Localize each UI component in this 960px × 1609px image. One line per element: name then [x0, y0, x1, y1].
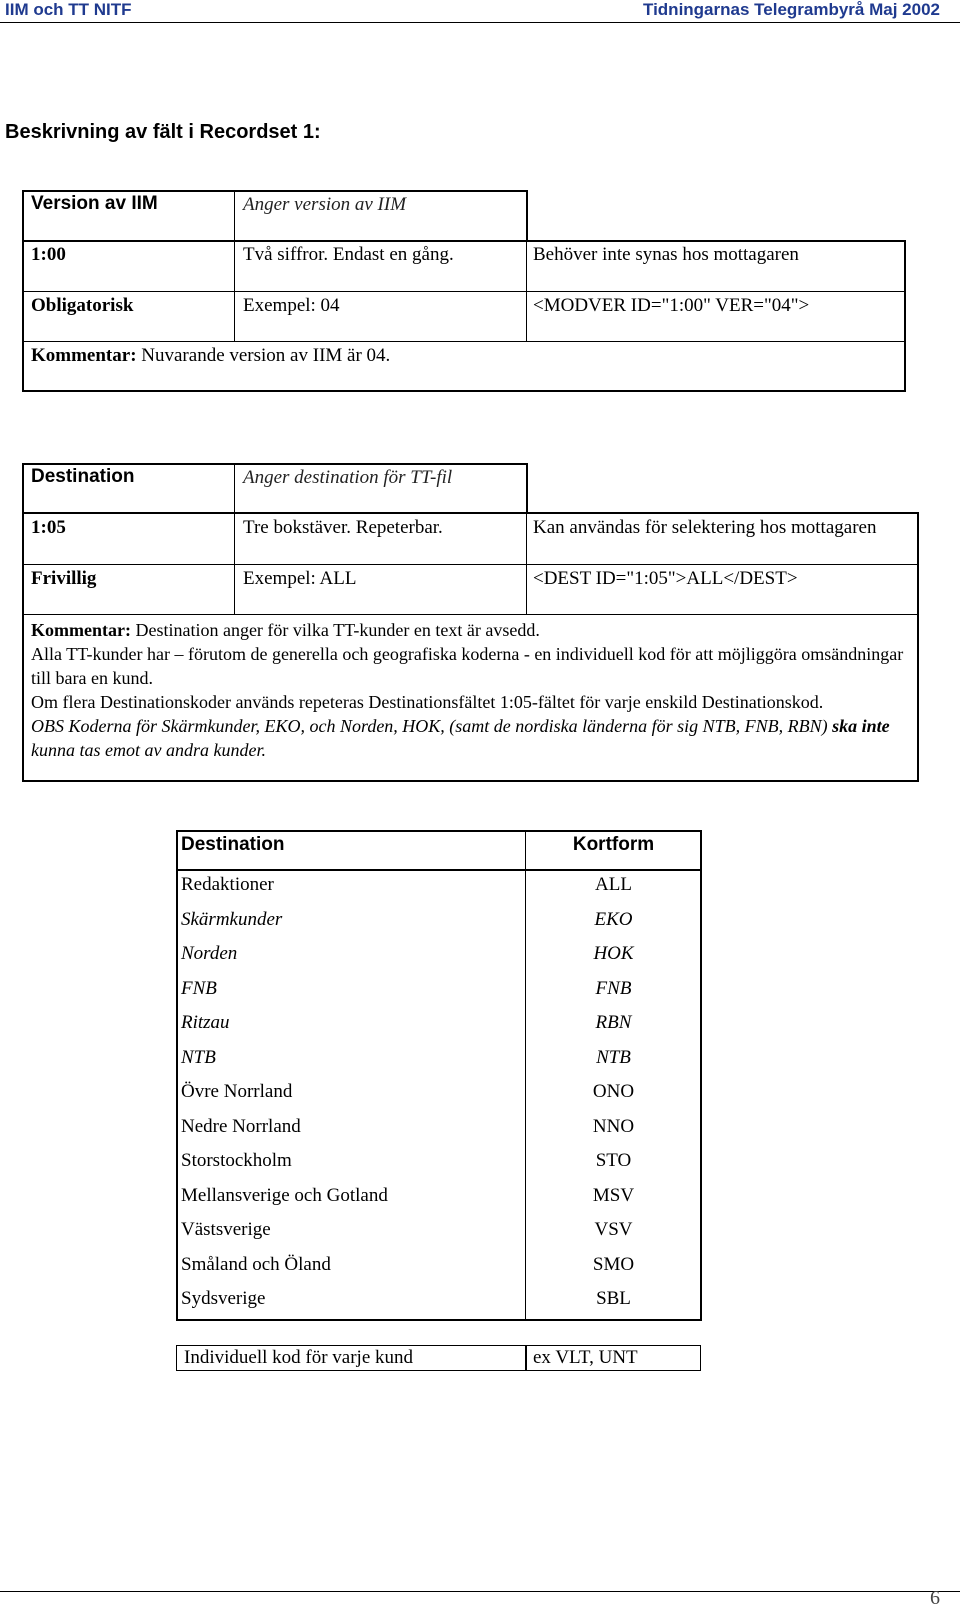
table-border [904, 240, 906, 392]
table-border [700, 830, 702, 1321]
destination-code: EKO [594, 909, 633, 930]
field-rule: Tre bokstäver. Repeterbar. [243, 517, 443, 538]
table-border [22, 190, 24, 392]
comment-paragraph: Alla TT-kunder har – förutom de generella och geografiska koderna - en individuell kod för att möjliggöra omsändningar till bara en kund. [31, 644, 904, 688]
comment-label: Kommentar: [31, 345, 137, 366]
destination-name: Skärmkunder [181, 909, 283, 930]
destination-code: STO [595, 1150, 632, 1171]
destination-name: Västsverige [181, 1219, 271, 1240]
table-border [176, 869, 702, 871]
destination-code: MSV [592, 1185, 635, 1206]
table-border [22, 190, 528, 192]
destination-name: Redaktioner [181, 874, 274, 895]
destination-code: VSV [594, 1219, 633, 1240]
field-rule: Två siffror. Endast en gång. [243, 244, 454, 265]
field-comment [31, 345, 390, 367]
comment-label: Kommentar: [31, 620, 131, 640]
destination-name: Sydsverige [181, 1288, 266, 1309]
table-border [22, 240, 906, 242]
table-border [234, 463, 235, 614]
page-number: 6 [930, 1587, 940, 1609]
table-border [22, 512, 919, 514]
destination-name: Mellansverige och Gotland [181, 1185, 388, 1206]
field-number: 1:00 [31, 244, 66, 265]
destination-code: HOK [593, 943, 634, 964]
table-border [176, 830, 178, 1321]
table-border [22, 341, 906, 342]
field-name: Version av IIM [31, 193, 158, 214]
destination-name: NTB [181, 1047, 216, 1068]
table-border [22, 564, 919, 565]
table-border [234, 190, 235, 341]
column-header-destination: Destination [181, 834, 285, 855]
comment-paragraph: Om flera Destinationskoder används repeteras Destinationsfältet 1:05-fältet för varje enskild Destinationskod. [31, 692, 824, 712]
comment-line-1 [31, 618, 911, 642]
table-border [526, 190, 528, 241]
table-border [22, 291, 906, 292]
section-heading: Beskrivning av fält i Recordset 1: [5, 121, 321, 143]
field-example-code: <DEST ID="1:05">ALL</DEST> [533, 568, 798, 589]
destination-code: FNB [595, 978, 632, 999]
destination-code: NNO [592, 1116, 635, 1137]
field-usage: Kan användas för selektering hos mottagaren [533, 517, 877, 538]
footer-row-name: Individuell kod för varje kund [184, 1347, 414, 1368]
destination-code: NTB [596, 1047, 631, 1068]
destination-name: Småland och Öland [181, 1254, 331, 1275]
destination-name: Övre Norrland [181, 1081, 293, 1102]
field-description: Anger version av IIM [243, 194, 407, 215]
field-example-code: <MODVER ID="1:00" VER="04"> [533, 295, 810, 316]
field-description: Anger destination för TT-fil [243, 467, 453, 488]
field-example: Exempel: 04 [243, 295, 340, 316]
table-border [22, 780, 919, 782]
table-border [176, 830, 702, 832]
table-border [22, 463, 24, 782]
destination-code: SMO [592, 1254, 635, 1275]
footer-row-code: ex VLT, UNT [533, 1347, 638, 1368]
field-example: Exempel: ALL [243, 568, 357, 589]
table-border [526, 241, 527, 341]
destination-name: FNB [181, 978, 217, 999]
field-requirement: Obligatorisk [31, 295, 134, 316]
destination-name: Storstockholm [181, 1150, 292, 1171]
table-border [22, 390, 906, 392]
table-border [22, 463, 528, 465]
comment-text: Destination anger för vilka TT-kunder en text är avsedd. [130, 620, 540, 640]
obs-text: OBS Koderna för Skärmkunder, EKO, och Norden, HOK, (samt de nordiska länderna för sig NTB, FNB, RBN) [31, 716, 833, 736]
header-divider [0, 22, 960, 23]
table-border [176, 1319, 702, 1321]
destination-code: RBN [595, 1012, 632, 1033]
table-border [917, 512, 919, 782]
footer-divider [0, 1591, 960, 1592]
field-name: Destination [31, 466, 135, 487]
destination-code: SBL [596, 1288, 631, 1309]
table-border [525, 830, 526, 1321]
table-border [22, 614, 919, 615]
destination-name: Ritzau [181, 1012, 230, 1033]
field-usage: Behöver inte synas hos mottagaren [533, 244, 799, 265]
column-header-kortform: Kortform [572, 834, 655, 855]
field-comment [31, 618, 911, 762]
destination-code: ALL [595, 874, 632, 895]
obs-text: kunna tas emot av andra kunder. [31, 740, 266, 760]
document-header-title: IIM och TT NITF [5, 0, 132, 19]
document-header-publisher: Tidningarnas Telegrambyrå Maj 2002 [643, 0, 940, 19]
comment-text: Nuvarande version av IIM är 04. [136, 345, 391, 366]
obs-note [31, 714, 911, 762]
field-requirement: Frivillig [31, 568, 97, 589]
obs-emphasis: ska inte [832, 716, 890, 736]
destination-name: Nedre Norrland [181, 1116, 301, 1137]
table-border [526, 513, 527, 614]
table-border [526, 463, 528, 513]
destination-code: ONO [592, 1081, 635, 1102]
field-number: 1:05 [31, 517, 66, 538]
destination-name: Norden [181, 943, 238, 964]
